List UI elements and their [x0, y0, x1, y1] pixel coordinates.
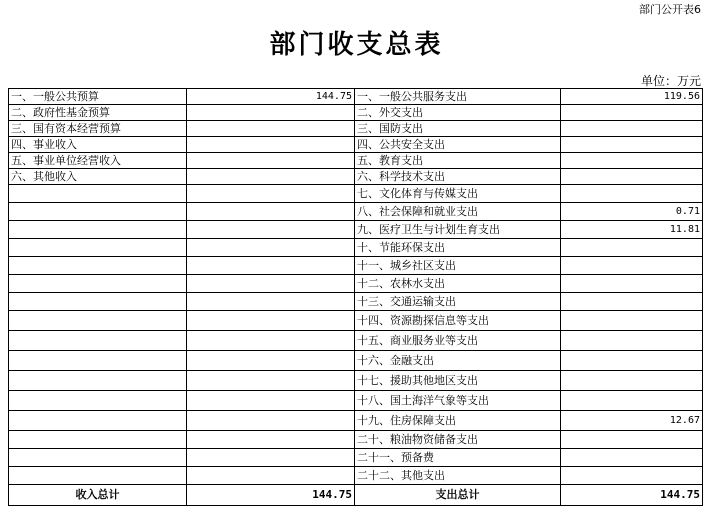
income-value-cell [187, 411, 355, 431]
expense-label-cell: 十五、商业服务业等支出 [355, 331, 561, 351]
income-value-cell [187, 431, 355, 449]
income-value-cell [187, 371, 355, 391]
income-label-cell [9, 185, 187, 203]
totals-row [9, 485, 703, 506]
table-row [9, 275, 703, 293]
table-row [9, 221, 703, 239]
expense-value-cell [561, 275, 703, 293]
expense-value-cell [561, 467, 703, 485]
expense-value-cell [561, 351, 703, 371]
table-row [9, 137, 703, 153]
expense-value-cell [561, 121, 703, 137]
table-row [9, 391, 703, 411]
form-code: 部门公开表6 [639, 3, 701, 16]
table-row [9, 449, 703, 467]
income-value-cell [187, 105, 355, 121]
income-label-cell [9, 449, 187, 467]
expense-value-cell: 12.67 [561, 411, 703, 431]
expense-value-cell [561, 371, 703, 391]
expense-label-cell: 十、节能环保支出 [355, 239, 561, 257]
income-value-cell [187, 275, 355, 293]
expense-value-cell [561, 431, 703, 449]
expense-label-cell: 三、国防支出 [355, 121, 561, 137]
income-label-cell [9, 371, 187, 391]
expense-label-cell: 二、外交支出 [355, 105, 561, 121]
income-label-cell [9, 275, 187, 293]
income-value-cell [187, 351, 355, 371]
income-label-cell: 二、政府性基金预算 [9, 105, 187, 121]
table-row [9, 351, 703, 371]
expense-label-cell: 九、医疗卫生与计划生育支出 [355, 221, 561, 239]
table-row [9, 331, 703, 351]
expense-value-cell [561, 185, 703, 203]
income-value-cell [187, 311, 355, 331]
income-label-cell [9, 239, 187, 257]
income-value-cell [187, 449, 355, 467]
expense-value-cell [561, 153, 703, 169]
table-row [9, 411, 703, 431]
income-value-cell [187, 239, 355, 257]
table-row [9, 293, 703, 311]
expense-total-label: 支出总计 [355, 485, 561, 506]
table-row [9, 121, 703, 137]
expense-label-cell: 十六、金融支出 [355, 351, 561, 371]
income-label-cell [9, 431, 187, 449]
expense-label-cell: 十三、交通运输支出 [355, 293, 561, 311]
income-label-cell [9, 203, 187, 221]
expense-label-cell: 十二、农林水支出 [355, 275, 561, 293]
unit-label: 单位：万元 [640, 74, 701, 88]
expense-label-cell: 六、科学技术支出 [355, 169, 561, 185]
income-value-cell [187, 221, 355, 239]
income-value-cell [187, 121, 355, 137]
table-row [9, 431, 703, 449]
expense-value-cell [561, 293, 703, 311]
expense-label-cell: 十七、援助其他地区支出 [355, 371, 561, 391]
income-label-cell [9, 221, 187, 239]
income-label-cell [9, 311, 187, 331]
income-total-value: 144.75 [187, 485, 355, 506]
income-value-cell [187, 391, 355, 411]
table-row [9, 371, 703, 391]
income-value-cell [187, 331, 355, 351]
expense-label-cell: 十一、城乡社区支出 [355, 257, 561, 275]
income-value-cell [187, 467, 355, 485]
income-label-cell: 三、国有资本经营预算 [9, 121, 187, 137]
income-label-cell [9, 411, 187, 431]
income-value-cell [187, 257, 355, 275]
income-value-cell [187, 153, 355, 169]
income-label-cell: 五、事业单位经营收入 [9, 153, 187, 169]
income-label-cell [9, 351, 187, 371]
budget-table [8, 88, 703, 506]
expense-label-cell: 七、文化体育与传媒支出 [355, 185, 561, 203]
income-value-cell [187, 169, 355, 185]
income-label-cell [9, 467, 187, 485]
expense-value-cell: 11.81 [561, 221, 703, 239]
expense-value-cell [561, 257, 703, 275]
income-value-cell: 144.75 [187, 89, 355, 105]
expense-label-cell: 二十二、其他支出 [355, 467, 561, 485]
expense-total-value: 144.75 [561, 485, 703, 506]
expense-label-cell: 十四、资源勘探信息等支出 [355, 311, 561, 331]
income-label-cell: 一、一般公共预算 [9, 89, 187, 105]
expense-label-cell: 十八、国土海洋气象等支出 [355, 391, 561, 411]
table-row [9, 239, 703, 257]
income-label-cell [9, 331, 187, 351]
income-label-cell: 四、事业收入 [9, 137, 187, 153]
expense-value-cell: 119.56 [561, 89, 703, 105]
table-row [9, 467, 703, 485]
expense-value-cell [561, 449, 703, 467]
table-row [9, 153, 703, 169]
expense-value-cell: 0.71 [561, 203, 703, 221]
expense-label-cell: 二十一、预备费 [355, 449, 561, 467]
expense-value-cell [561, 391, 703, 411]
table-row [9, 105, 703, 121]
expense-label-cell: 十九、住房保障支出 [355, 411, 561, 431]
income-label-cell [9, 391, 187, 411]
table-row [9, 169, 703, 185]
table-row [9, 89, 703, 105]
page-title: 部门收支总表 [269, 30, 444, 60]
income-label-cell [9, 293, 187, 311]
income-label-cell: 六、其他收入 [9, 169, 187, 185]
income-label-cell [9, 257, 187, 275]
expense-label-cell: 四、公共安全支出 [355, 137, 561, 153]
expense-value-cell [561, 137, 703, 153]
expense-value-cell [561, 331, 703, 351]
income-value-cell [187, 185, 355, 203]
expense-label-cell: 一、一般公共服务支出 [355, 89, 561, 105]
expense-label-cell: 二十、粮油物资储备支出 [355, 431, 561, 449]
table-row [9, 203, 703, 221]
expense-value-cell [561, 239, 703, 257]
table-row [9, 311, 703, 331]
expense-label-cell: 八、社会保障和就业支出 [355, 203, 561, 221]
income-total-label: 收入总计 [9, 485, 187, 506]
income-value-cell [187, 137, 355, 153]
table-row [9, 257, 703, 275]
table-row [9, 185, 703, 203]
income-value-cell [187, 203, 355, 221]
expense-value-cell [561, 311, 703, 331]
expense-value-cell [561, 105, 703, 121]
expense-label-cell: 五、教育支出 [355, 153, 561, 169]
budget-table-body [9, 89, 703, 485]
income-value-cell [187, 293, 355, 311]
expense-value-cell [561, 169, 703, 185]
